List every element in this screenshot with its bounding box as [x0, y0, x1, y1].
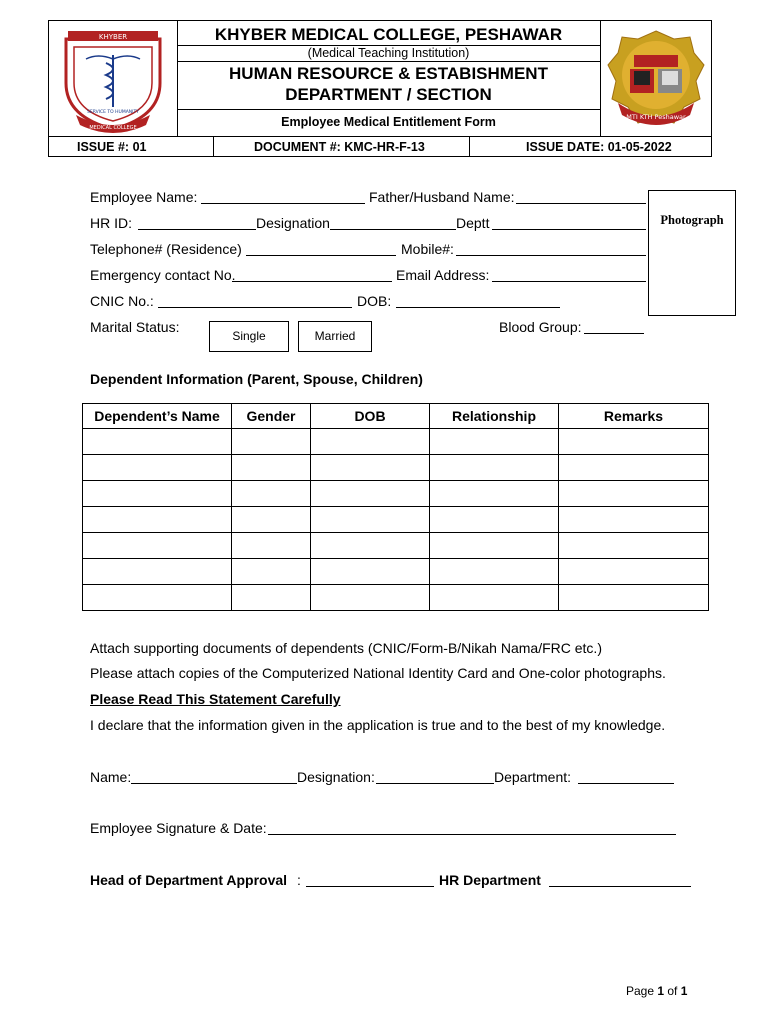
page-total: 1	[680, 984, 688, 998]
table-row	[83, 481, 709, 507]
declaration-text: I declare that the information given in the application is true and to the best of my knowledge.	[90, 717, 666, 733]
dob-field[interactable]	[396, 307, 560, 308]
deptt-label: Deptt	[456, 215, 490, 231]
cnic-label: CNIC No.:	[90, 293, 154, 309]
col-relationship: Relationship	[430, 404, 559, 429]
table-row	[83, 507, 709, 533]
department-title-line2: DEPARTMENT / SECTION	[285, 85, 492, 104]
hod-approval-field[interactable]	[306, 886, 434, 887]
telephone-label: Telephone# (Residence)	[90, 241, 242, 257]
table-cell[interactable]	[559, 429, 709, 455]
photograph-box[interactable]	[648, 190, 736, 316]
designation-label: Designation	[256, 215, 330, 231]
telephone-field[interactable]	[246, 255, 396, 256]
table-cell[interactable]	[83, 481, 232, 507]
photograph-label: Photograph	[660, 213, 724, 227]
issue-date: ISSUE DATE: 01-05-2022	[526, 140, 672, 154]
signoff-department-label: Department:	[494, 769, 572, 785]
table-cell[interactable]	[559, 559, 709, 585]
emergency-label: Emergency contact No.	[90, 267, 236, 283]
hod-colon: :	[297, 872, 301, 888]
table-cell[interactable]	[232, 455, 311, 481]
table-cell[interactable]	[311, 533, 430, 559]
table-cell[interactable]	[430, 455, 559, 481]
left-logo-cell	[49, 21, 178, 136]
logo-bottom-text: MEDICAL COLLEGE	[89, 125, 137, 131]
table-cell[interactable]	[232, 429, 311, 455]
dependents-heading: Dependent Information (Parent, Spouse, Children)	[90, 371, 423, 387]
table-cell[interactable]	[83, 559, 232, 585]
document-number: DOCUMENT #: KMC-HR-F-13	[254, 140, 425, 154]
table-row	[83, 455, 709, 481]
table-cell[interactable]	[559, 533, 709, 559]
single-option[interactable]: Single	[209, 321, 289, 352]
page-current: 1	[657, 984, 665, 998]
attach-note-2: Please attach copies of the Computerized National Identity Card and One-color photographs.	[90, 665, 666, 681]
table-cell[interactable]	[232, 533, 311, 559]
col-dependent-name: Dependent’s Name	[83, 404, 232, 429]
table-cell[interactable]	[430, 533, 559, 559]
table-cell[interactable]	[311, 559, 430, 585]
table-cell[interactable]	[559, 481, 709, 507]
table-cell[interactable]	[232, 507, 311, 533]
table-row	[83, 533, 709, 559]
table-cell[interactable]	[311, 455, 430, 481]
logo-motto-text: SERVICE TO HUMANITY	[87, 110, 139, 115]
mobile-label: Mobile#:	[401, 241, 454, 257]
table-row	[83, 429, 709, 455]
statement-heading: Please Read This Statement Carefully	[90, 691, 341, 707]
table-row	[83, 585, 709, 611]
page-of: of	[664, 984, 681, 998]
mti-kth-logo	[604, 25, 708, 133]
logo-top-text: KHYBER	[98, 33, 128, 41]
cnic-field[interactable]	[158, 307, 352, 308]
form-header	[48, 20, 712, 157]
table-cell[interactable]	[311, 429, 430, 455]
father-name-field[interactable]	[516, 203, 646, 204]
hod-approval-label: Head of Department Approval	[90, 872, 288, 888]
signoff-designation-label: Designation:	[297, 769, 375, 785]
table-cell[interactable]	[83, 533, 232, 559]
signoff-department-field[interactable]	[578, 783, 674, 784]
mti-logo-text: MTI KTH Peshawar	[626, 113, 686, 121]
hr-department-field[interactable]	[549, 886, 691, 887]
deptt-field[interactable]	[492, 229, 646, 230]
table-cell[interactable]	[311, 507, 430, 533]
designation-field[interactable]	[330, 229, 456, 230]
table-cell[interactable]	[83, 429, 232, 455]
page-number	[626, 984, 687, 998]
kmc-logo	[54, 25, 172, 133]
table-cell[interactable]	[430, 559, 559, 585]
hr-id-label: HR ID:	[90, 215, 132, 231]
signoff-designation-field[interactable]	[376, 783, 494, 784]
dob-label: DOB:	[357, 293, 392, 309]
page-prefix: Page	[626, 984, 658, 998]
married-option[interactable]: Married	[298, 321, 372, 352]
department-title-line1: HUMAN RESOURCE & ESTABISHMENT	[229, 64, 548, 83]
blood-group-field[interactable]	[584, 333, 644, 334]
form-title: Employee Medical Entitlement Form	[281, 115, 496, 129]
table-cell[interactable]	[232, 585, 311, 611]
table-row	[83, 559, 709, 585]
hr-department-label: HR Department	[439, 872, 541, 888]
col-dob: DOB	[311, 404, 430, 429]
emergency-field[interactable]	[232, 281, 392, 282]
institution-subtitle: (Medical Teaching Institution)	[307, 46, 470, 60]
table-cell[interactable]	[232, 481, 311, 507]
email-label: Email Address:	[396, 267, 490, 283]
email-field[interactable]	[492, 281, 646, 282]
signoff-name-field[interactable]	[131, 783, 297, 784]
signature-field[interactable]	[268, 834, 676, 835]
table-cell[interactable]	[430, 507, 559, 533]
attach-note-1: Attach supporting documents of dependents (CNIC/Form-B/Nikah Nama/FRC etc.)	[90, 640, 602, 656]
col-gender: Gender	[232, 404, 311, 429]
right-logo-cell	[600, 21, 713, 136]
table-cell[interactable]	[83, 455, 232, 481]
signoff-name-label: Name:	[90, 769, 132, 785]
table-cell[interactable]	[559, 455, 709, 481]
issue-number: ISSUE #: 01	[77, 140, 147, 154]
table-cell[interactable]	[311, 481, 430, 507]
table-cell[interactable]	[232, 559, 311, 585]
mobile-field[interactable]	[456, 255, 646, 256]
table-cell[interactable]	[83, 585, 232, 611]
table-cell[interactable]	[430, 481, 559, 507]
college-title: KHYBER MEDICAL COLLEGE, PESHAWAR	[214, 25, 563, 44]
signature-label: Employee Signature & Date:	[90, 820, 267, 836]
table-cell[interactable]	[430, 429, 559, 455]
table-cell[interactable]	[430, 585, 559, 611]
hr-id-field[interactable]	[138, 229, 256, 230]
father-name-label: Father/Husband Name:	[369, 189, 515, 205]
employee-name-field[interactable]	[201, 203, 365, 204]
employee-name-label: Employee Name:	[90, 189, 198, 205]
table-cell[interactable]	[559, 585, 709, 611]
dependents-table	[82, 403, 709, 611]
blood-group-label: Blood Group:	[499, 319, 582, 335]
table-cell[interactable]	[559, 507, 709, 533]
table-cell[interactable]	[83, 507, 232, 533]
col-remarks: Remarks	[559, 404, 709, 429]
marital-status-label: Marital Status:	[90, 319, 180, 335]
table-cell[interactable]	[311, 585, 430, 611]
